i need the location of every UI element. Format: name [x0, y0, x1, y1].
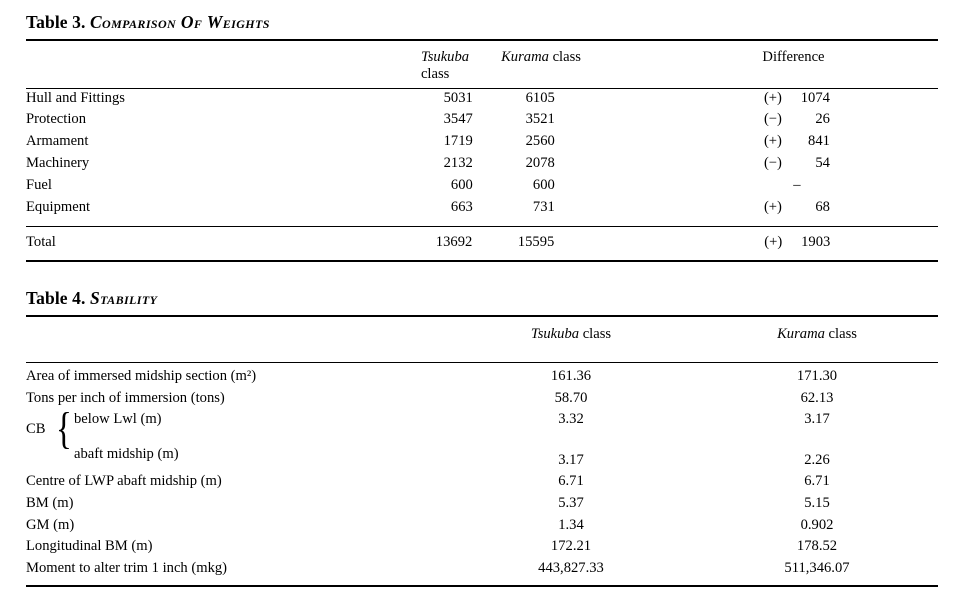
- row-tsukuba: 600: [450, 177, 473, 194]
- table-row: [26, 495, 938, 517]
- row-label: BM (m): [26, 494, 74, 511]
- table-4-caption: [26, 288, 938, 315]
- table-3-header-row: [26, 41, 938, 88]
- row-kurama: 731: [532, 198, 555, 215]
- row-label: Machinery: [26, 155, 90, 172]
- row-tsukuba: 2132: [443, 155, 473, 172]
- row-difference: –: [793, 177, 801, 194]
- row-kurama: 511,346.07: [784, 559, 850, 576]
- row-kurama: 2078: [525, 155, 555, 172]
- table-row: [26, 473, 938, 495]
- row-label: Hull and Fittings: [26, 89, 125, 106]
- table-row: [26, 538, 938, 560]
- row-tsukuba: 3547: [443, 111, 473, 128]
- table-4-header-kurama: [696, 317, 938, 362]
- row-tsukuba: 443,827.33: [538, 559, 604, 576]
- row-kurama: 600: [532, 177, 555, 194]
- row-tsukuba: 663: [450, 198, 473, 215]
- row-tsukuba: 6.71: [558, 473, 584, 490]
- table-3: [26, 41, 938, 88]
- table-4-header: [26, 317, 938, 362]
- curly-brace-icon: {: [56, 404, 72, 454]
- row-label: GM (m): [26, 516, 75, 533]
- row-label: Fuel: [26, 177, 52, 194]
- row-tsukuba: 1.34: [558, 516, 584, 533]
- row-kurama: 171.30: [796, 368, 838, 384]
- table-row: [26, 155, 938, 177]
- table-4-bottom-rule: [26, 585, 938, 587]
- table-4-header-tsukuba: [446, 317, 696, 362]
- cb-sub-label-2: abaft midship (m): [74, 446, 179, 463]
- row-kurama: 0.902: [800, 516, 834, 533]
- table-3-header-kurama: [469, 41, 702, 88]
- total-kurama: 15595: [517, 234, 555, 251]
- row-label: Equipment: [26, 198, 91, 215]
- header-tsukuba-rest: class: [420, 66, 450, 82]
- row-difference: (−) 54: [763, 155, 830, 172]
- table-row: [26, 560, 938, 586]
- table-3-caption: [26, 12, 938, 39]
- cb-label: CB: [26, 421, 46, 438]
- table-row: [26, 177, 938, 199]
- table-3-total: [26, 227, 938, 260]
- header-kurama-rest: class: [548, 49, 581, 65]
- row-label: Centre of LWP abaft midship (m): [26, 473, 222, 490]
- cb-group-cell: [26, 404, 446, 473]
- table-4-caption-title: Stability: [89, 288, 158, 308]
- table-4-body: [26, 363, 938, 585]
- row-kurama: 3521: [525, 111, 555, 128]
- table-row: [26, 111, 938, 133]
- row-difference: (+) 68: [763, 198, 830, 215]
- row-tsukuba: 1719: [443, 133, 473, 150]
- table-4-header-row: [26, 317, 938, 362]
- row-kurama: 178.52: [796, 538, 838, 555]
- table-row: [26, 517, 938, 539]
- row-tsukuba: 172.21: [550, 538, 592, 555]
- total-label: Total: [26, 234, 56, 251]
- row-kurama: 6105: [525, 89, 555, 106]
- table-3-block: [26, 12, 938, 262]
- row-label: Longitudinal BM (m): [26, 538, 153, 555]
- table-3-header-difference: Difference: [762, 49, 825, 65]
- row-label: Protection: [26, 111, 86, 128]
- table-row-cb-upper: [26, 411, 938, 433]
- row-kurama: 5.15: [804, 494, 830, 511]
- table-3-caption-number: Table 3.: [26, 12, 86, 32]
- total-difference: (+) 1903: [764, 234, 831, 251]
- table-row: [26, 89, 938, 111]
- cb-sub2-kurama: 2.26: [804, 451, 830, 468]
- table-row: [26, 390, 938, 412]
- cb-sub1-tsukuba: 3.32: [558, 411, 584, 428]
- cb-sub-label-1: below Lwl (m): [74, 411, 162, 428]
- row-difference: (−) 26: [763, 111, 830, 128]
- header-tsukuba-rest: class: [579, 326, 612, 342]
- row-kurama: 6.71: [804, 473, 830, 490]
- table-3-bottom-rule: [26, 260, 938, 262]
- total-tsukuba: 13692: [435, 234, 473, 251]
- table-3-body: [26, 89, 938, 220]
- cb-sub2-tsukuba: 3.17: [558, 451, 584, 468]
- table-4-header-blank: [26, 317, 446, 362]
- header-kurama-italic: Kurama: [777, 326, 825, 342]
- header-tsukuba-italic: Tsukuba: [530, 326, 580, 342]
- row-tsukuba: 161.36: [550, 368, 592, 384]
- table-4-block: [26, 288, 938, 587]
- row-tsukuba: 5.37: [558, 494, 584, 511]
- row-kurama: 62.13: [800, 389, 834, 406]
- header-kurama-rest: class: [824, 326, 857, 342]
- row-label: Area of immersed midship section (m²): [26, 368, 257, 384]
- table-row: [26, 133, 938, 155]
- table-row: [26, 198, 938, 220]
- row-kurama: 2560: [525, 133, 555, 150]
- table-row: [26, 363, 938, 390]
- cb-sub1-kurama: 3.17: [804, 411, 830, 428]
- row-label: Armament: [26, 133, 89, 150]
- header-tsukuba-italic: Tsukuba: [420, 49, 470, 65]
- table-3-header-tsukuba: [225, 41, 469, 88]
- table-4-caption-number: Table 4.: [26, 288, 86, 308]
- table-3-caption-title: Comparison Of Weights: [89, 12, 270, 32]
- table-3-header-blank: [26, 41, 225, 88]
- row-tsukuba: 58.70: [554, 389, 588, 406]
- row-difference: (+) 1074: [763, 89, 830, 106]
- row-label: Tons per inch of immersion (tons): [26, 389, 225, 406]
- row-tsukuba: 5031: [443, 89, 473, 106]
- row-label: Moment to alter trim 1 inch (mkg): [26, 559, 228, 576]
- row-difference: (+) 841: [763, 133, 830, 150]
- table-row-total: [26, 227, 938, 260]
- header-kurama-italic: Kurama: [501, 49, 549, 65]
